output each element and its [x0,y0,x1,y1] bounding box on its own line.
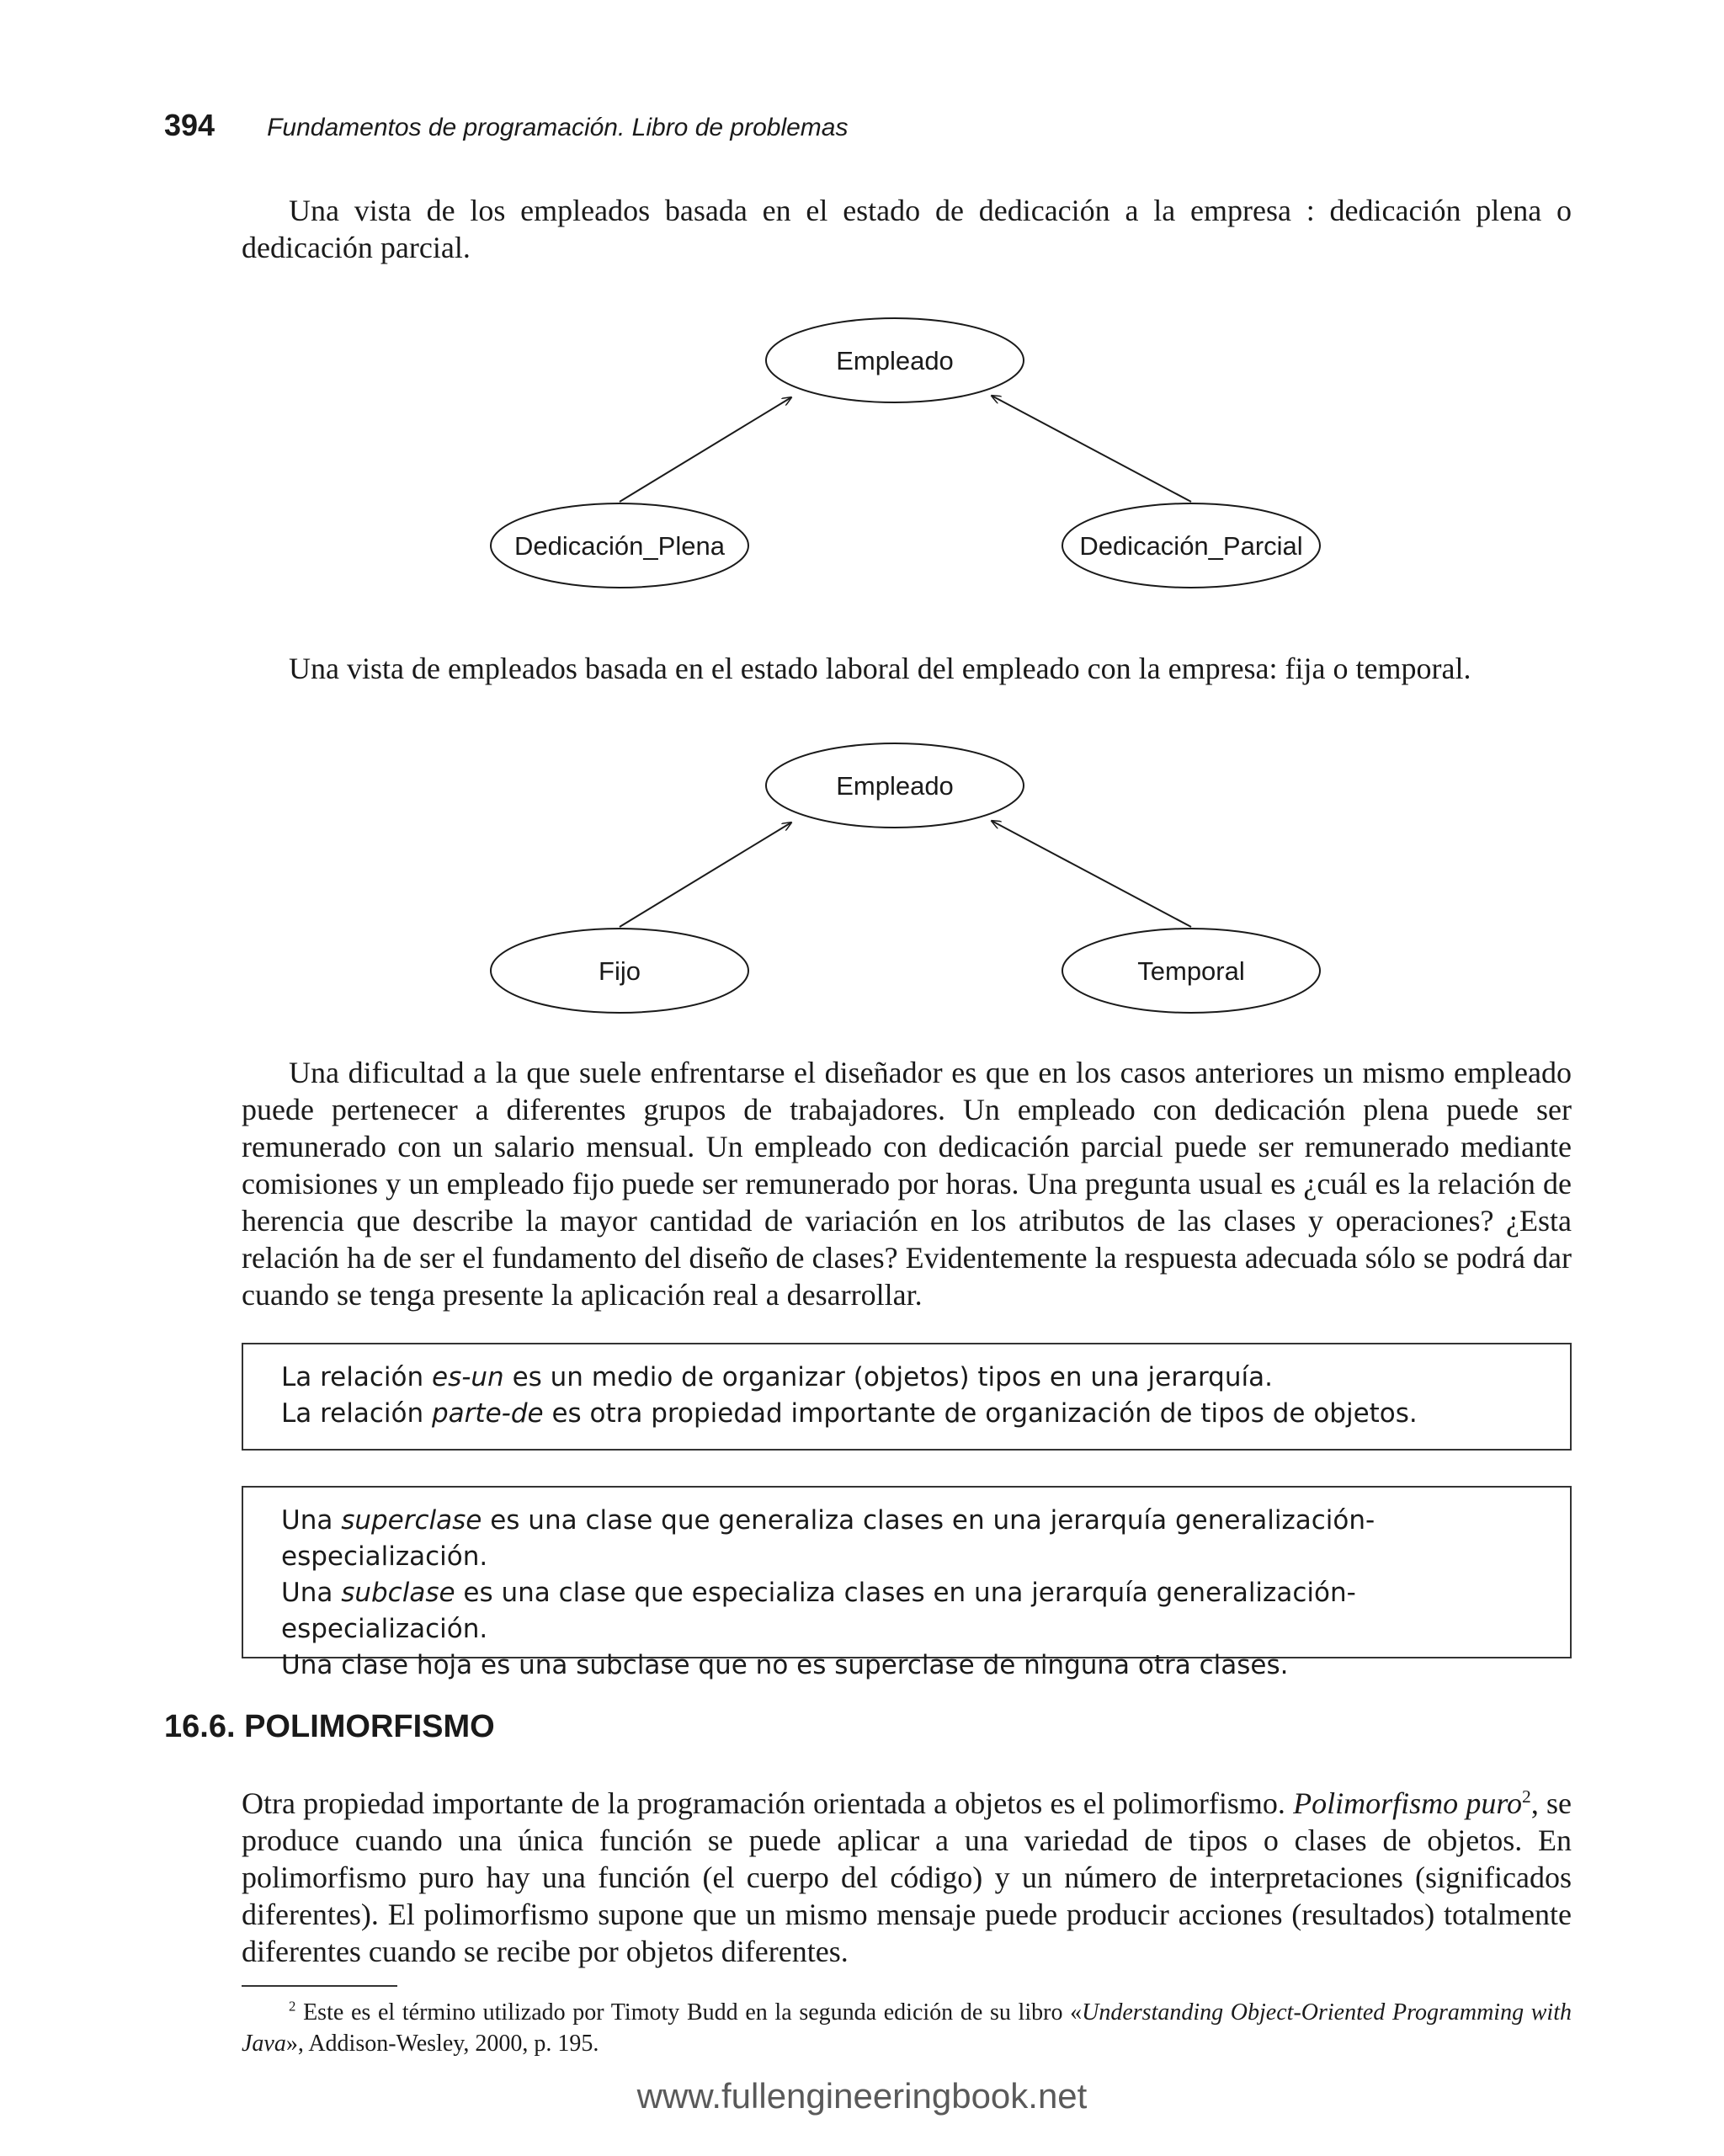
watermark-url: www.fullengineeringbook.net [636,2076,1088,2116]
term-polimorfismo-puro: Polimorfismo puro [1293,1786,1523,1820]
book-title: Fundamentos de programación. Libro de problemas [267,114,849,141]
footnote-rule [242,1985,397,1987]
node-temporal-label: Temporal [1137,956,1245,986]
paragraph-polymorphism: Otra propiedad importante de la programación orientada a objetos es el polimorfismo. Polimorfismo puro$^2$, se produce cuando una única función se puede aplicar a una variedad de tipos o clases de objetos. En polimorfismo puro hay una función (el cuerpo del código) y un número de interpretaciones (significados diferentes). El polimorfismo supone que un mismo mensaje puede producir acciones (resultados) totalmente diferentes cuando se recibe por objetos diferentes. [242,1786,1572,1968]
term-es-un: es-un [432,1362,504,1392]
box-line: La relación es-un es un medio de organizar (objetos) tipos en una jerarquía. [281,1362,1273,1392]
inheritance-arrow-right [992,396,1191,502]
box-line: Una subclase es una clase que especializa clases en una jerarquía generalización-especialización. [281,1578,1356,1644]
term-parte-de: parte-de [432,1398,544,1429]
node-dedicacion-parcial-label: Dedicación_Parcial [1079,531,1303,561]
node-empleado-label: Empleado [836,771,954,801]
diagram-employment-hierarchy [0,737,1724,1023]
running-header [164,108,848,158]
definition-box-relations [242,1343,1572,1451]
paragraph-employment-view: Una vista de empleados basada en el estado laboral del empleado con la empresa: fija o temporal. [289,652,1471,685]
node-fijo-label: Fijo [599,956,641,986]
diagram-dedication-hierarchy [0,311,1724,598]
page-number: 394 [164,108,216,142]
footnote-ref: 2 [1522,1786,1531,1807]
definition-box-classes [242,1486,1572,1680]
footnote: $^2$ Este es el término utilizado por Timoty Budd en la segunda edición de su libro «Understanding Object-Oriented Programming with Java», Addison-Wesley, 2000, p. 195. [242,1998,1572,2057]
node-dedicacion-plena-label: Dedicación_Plena [514,531,725,561]
footnote-number: 2 [289,1998,296,2015]
term-superclase: superclase [341,1505,482,1536]
footnote-book-title: Understanding Object-Oriented Programming with Java [242,1999,1572,2057]
box-line: La relación parte-de es otra propiedad importante de organización de tipos de objetos. [281,1398,1418,1429]
inheritance-arrow-left [620,822,791,927]
box-line: Una clase hoja es una subclase que no es superclase de ninguna otra clases. [281,1650,1289,1680]
box-line: Una superclase es una clase que generaliza clases en una jerarquía generalización-especialización. [281,1505,1375,1572]
node-empleado-label: Empleado [836,346,954,375]
inheritance-arrow-right [992,821,1191,927]
paragraph-dedication-view: Una vista de los empleados basada en el estado de dedicación a la empresa : dedicación plena o dedicación parcial. [242,194,1572,264]
inheritance-arrow-left [620,397,791,502]
term-subclase: subclase [341,1578,455,1608]
paragraph-design-difficulty: Una dificultad a la que suele enfrentarse el diseñador es que en los casos anteriores un mismo empleado puede pertenecer a diferentes grupos de trabajadores. Un empleado con dedicación plena puede ser remunerado con un salario mensual. Un empleado con dedicación parcial puede ser remunerado mediante comisiones y un empleado fijo puede ser remunerado por horas. Una pregunta usual es ¿cuál es la relación de herencia que describe la mayor cantidad de variación en los atributos de las clases y operaciones? ¿Esta relación ha de ser el fundamento del diseño de clases? Evidentemente la respuesta adecuada sólo se podrá dar cuando se tenga presente la aplicación real a desarrollar. [242,1056,1572,1312]
section-heading: 16.6. POLIMORFISMO [164,1709,495,1744]
